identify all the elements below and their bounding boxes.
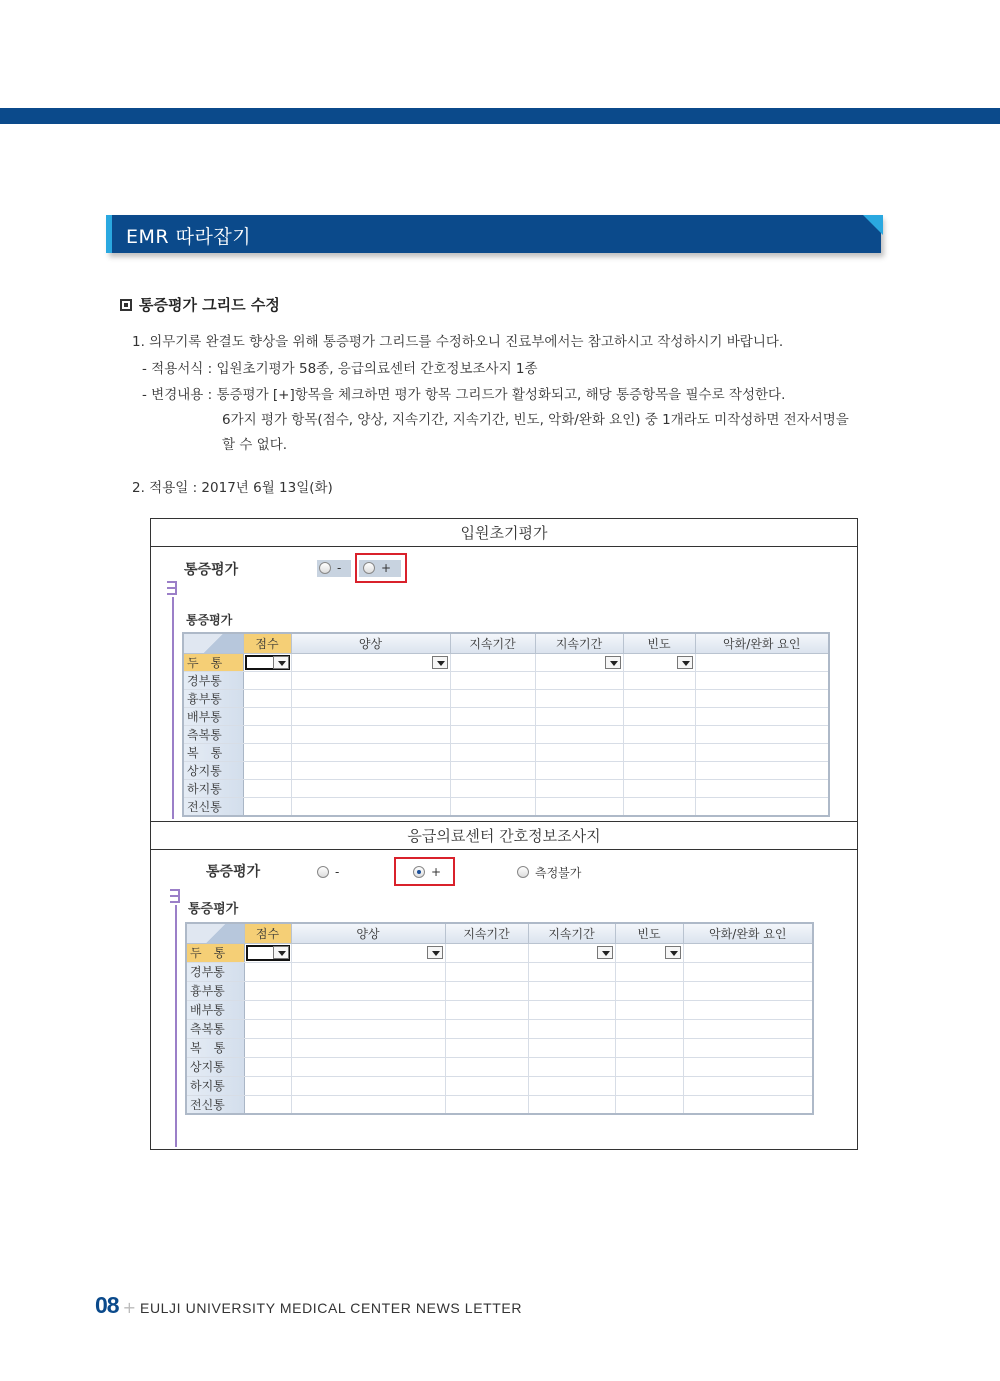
grid-cell[interactable] [291,1076,445,1095]
grid-cell[interactable] [528,943,615,962]
grid-row [186,962,813,981]
paragraph-4: 6가지 평가 항목(점수, 양상, 지속기간, 지속기간, 빈도, 악화/완화 요인) 중 1개라도 미작성하면 전자서명을 [222,412,849,428]
grid-cell[interactable] [291,797,450,816]
grid-row-header: 경부통 [183,671,243,689]
grid-corner [183,633,243,653]
grid-row-header: 하지통 [186,1076,244,1095]
dropdown-arrow-icon[interactable] [427,946,443,959]
grid-cell[interactable] [291,761,450,779]
grid-row-header: 흉부통 [186,981,244,1000]
panel1-pain-grid [182,632,830,817]
top-color-band [0,108,1000,124]
grid-cell[interactable] [445,1057,528,1076]
grid-cell[interactable] [695,653,829,671]
grid-cell[interactable] [244,1038,291,1057]
panel2-radio-unable[interactable] [517,863,581,881]
grid-column-header: 악화/완화 요인 [695,633,829,653]
grid-cell[interactable] [535,779,623,797]
paragraph-3: - 변경내용 : 통증평가 [+]항목을 체크하면 평가 항목 그리드가 활성화되고, 해당 통증항목을 필수로 작성한다. [142,387,786,403]
grid-row-header: 배부통 [186,1000,244,1019]
grid-row [186,1019,813,1038]
radio-icon [517,866,529,878]
grid-cell[interactable] [528,1057,615,1076]
grid-cell[interactable] [450,653,535,671]
grid-cell[interactable] [243,797,291,816]
panel2-radio-minus-label: - [335,865,340,879]
grid-cell[interactable] [695,779,829,797]
grid-row [183,707,829,725]
grid-column-header: 지속기간 [445,923,528,943]
grid-cell[interactable] [450,689,535,707]
dropdown-arrow-icon[interactable] [665,946,681,959]
grid-cell[interactable] [615,962,683,981]
grid-cell[interactable] [291,707,450,725]
grid-row-header: 복 통 [186,1038,244,1057]
grid-cell[interactable] [695,707,829,725]
grid-cell[interactable] [445,962,528,981]
grid-cell[interactable] [291,981,445,1000]
grid-row [183,725,829,743]
grid-cell[interactable] [683,962,813,981]
grid-cell[interactable] [445,1019,528,1038]
grid-column-header: 지속기간 [450,633,535,653]
panel2-pain-label: 통증평가 [206,864,261,880]
grid-cell[interactable] [695,761,829,779]
grid-cell[interactable] [243,653,291,671]
grid-cell[interactable] [243,779,291,797]
grid-cell[interactable] [445,943,528,962]
grid-cell[interactable] [291,1057,445,1076]
grid-cell[interactable] [615,1076,683,1095]
grid-row [186,1038,813,1057]
grid-cell[interactable] [291,725,450,743]
grid-column-header: 점수 [244,923,291,943]
section-header-corner [863,215,883,235]
grid-cell[interactable] [291,1038,445,1057]
grid-cell[interactable] [244,1095,291,1114]
panel2-highlight-box [394,857,455,886]
grid-cell[interactable] [623,797,695,816]
grid-cell[interactable] [244,1076,291,1095]
radio-icon [319,562,331,574]
section-title: EMR 따라잡기 [126,226,252,248]
grid-cell[interactable] [244,962,291,981]
grid-row-header: 복 통 [183,743,243,761]
grid-cell[interactable] [244,981,291,1000]
grid-column-header: 빈도 [615,923,683,943]
dropdown-arrow-icon[interactable] [677,656,693,669]
grid-cell[interactable] [615,981,683,1000]
dropdown-arrow-icon[interactable] [597,946,613,959]
grid-cell[interactable] [450,797,535,816]
grid-row-header: 두 통 [186,943,244,962]
dropdown-arrow-icon[interactable] [273,656,289,669]
panel1-tree-line [172,597,174,819]
grid-cell[interactable] [244,1000,291,1019]
grid-cell[interactable] [623,653,695,671]
grid-cell[interactable] [528,1076,615,1095]
grid-cell[interactable] [291,943,445,962]
grid-row-header: 흉부통 [183,689,243,707]
grid-cell[interactable] [528,962,615,981]
grid-cell[interactable] [450,761,535,779]
grid-cell[interactable] [683,1038,813,1057]
grid-row-header: 전신통 [186,1095,244,1114]
grid-cell[interactable] [623,743,695,761]
grid-column-header: 악화/완화 요인 [683,923,813,943]
grid-row-header: 배부통 [183,707,243,725]
paragraph-6: 2. 적용일 : 2017년 6월 13일(화) [132,480,333,496]
grid-cell[interactable] [683,943,813,962]
grid-cell[interactable] [535,689,623,707]
grid-cell[interactable] [528,1019,615,1038]
grid-row [186,1095,813,1114]
panel2-radio-unable-label: 측정불가 [535,865,582,880]
dropdown-arrow-icon[interactable] [273,946,289,959]
panel2-radio-minus[interactable] [317,863,339,881]
panel1-radio-plus-label: + [381,561,392,575]
grid-row [183,653,829,671]
grid-column-header: 지속기간 [535,633,623,653]
grid-cell[interactable] [535,797,623,816]
footer-plus: + [122,1298,136,1317]
grid-cell[interactable] [695,743,829,761]
grid-row-header: 하지통 [183,779,243,797]
grid-cell[interactable] [244,943,291,962]
grid-row [186,981,813,1000]
radio-icon [317,866,329,878]
grid-cell[interactable] [528,1000,615,1019]
grid-row-header: 두 통 [183,653,243,671]
grid-cell[interactable] [291,1000,445,1019]
grid-cell[interactable] [535,743,623,761]
grid-row-header: 측복통 [186,1019,244,1038]
grid-cell[interactable] [695,725,829,743]
grid-row [183,671,829,689]
grid-cell[interactable] [244,1057,291,1076]
grid-column-header: 점수 [243,633,291,653]
grid-row-header: 측복통 [183,725,243,743]
grid-cell[interactable] [623,689,695,707]
grid-cell[interactable] [528,981,615,1000]
grid-row [183,797,829,816]
grid-cell[interactable] [535,653,623,671]
grid-cell[interactable] [683,981,813,1000]
grid-cell[interactable] [615,943,683,962]
grid-column-header: 빈도 [623,633,695,653]
grid-cell[interactable] [615,1038,683,1057]
grid-cell[interactable] [291,671,450,689]
grid-cell[interactable] [243,689,291,707]
grid-cell[interactable] [623,779,695,797]
panel1-grid-label: 통증평가 [186,613,233,627]
newsletter-name: EULJI UNIVERSITY MEDICAL CENTER NEWS LETTER [140,1300,523,1316]
grid-column-header: 양상 [291,923,445,943]
grid-row [183,743,829,761]
grid-cell[interactable] [450,743,535,761]
grid-row [183,779,829,797]
panel1-radio-minus[interactable] [319,559,341,577]
grid-cell[interactable] [623,761,695,779]
grid-row [186,1076,813,1095]
grid-column-header: 지속기간 [528,923,615,943]
paragraph-5: 할 수 없다. [222,437,288,453]
grid-cell[interactable] [683,1076,813,1095]
grid-corner [186,923,244,943]
article-heading [120,294,280,315]
grid-row [183,689,829,707]
dropdown-arrow-icon[interactable] [605,656,621,669]
grid-cell[interactable] [291,1019,445,1038]
panel1-radio-minus-label: - [337,561,342,575]
panel2-grid-label: 통증평가 [188,902,239,917]
panel2-tree-line [175,905,177,1147]
section-header-accent [106,215,112,253]
grid-cell[interactable] [535,725,623,743]
grid-cell[interactable] [450,725,535,743]
grid-cell[interactable] [291,1095,445,1114]
grid-row-header: 상지통 [186,1057,244,1076]
grid-cell[interactable] [291,653,450,671]
page-number: 08 [95,1292,119,1318]
grid-cell[interactable] [445,1095,528,1114]
panel1-tree-bracket-icon [167,581,177,595]
grid-cell[interactable] [243,707,291,725]
grid-cell[interactable] [535,761,623,779]
grid-cell[interactable] [291,743,450,761]
grid-cell[interactable] [695,671,829,689]
grid-cell[interactable] [623,725,695,743]
grid-cell[interactable] [445,981,528,1000]
grid-cell[interactable] [683,1019,813,1038]
grid-cell[interactable] [450,779,535,797]
panel2-radio-plus-label: + [431,865,442,879]
grid-cell[interactable] [445,1000,528,1019]
figure-screenshots [150,518,858,1150]
grid-cell[interactable] [623,707,695,725]
panel2-tree-bracket-icon [170,889,180,903]
page-footer [95,1292,522,1319]
grid-cell[interactable] [683,1000,813,1019]
grid-row-header: 경부통 [186,962,244,981]
grid-cell[interactable] [683,1095,813,1114]
grid-cell[interactable] [243,761,291,779]
grid-row-header: 상지통 [183,761,243,779]
grid-row [186,1000,813,1019]
grid-cell[interactable] [243,725,291,743]
article-heading-text: 통증평가 그리드 수정 [139,296,280,314]
grid-cell[interactable] [695,689,829,707]
grid-row-header: 전신통 [183,797,243,816]
panel1-title: 입원초기평가 [151,519,857,547]
grid-row [186,1057,813,1076]
grid-cell[interactable] [623,671,695,689]
grid-cell[interactable] [615,1057,683,1076]
grid-cell[interactable] [291,689,450,707]
grid-cell[interactable] [445,1076,528,1095]
grid-cell[interactable] [291,962,445,981]
grid-row [183,761,829,779]
grid-cell[interactable] [683,1057,813,1076]
grid-row [186,943,813,962]
grid-cell[interactable] [528,1095,615,1114]
grid-cell[interactable] [450,707,535,725]
grid-cell[interactable] [528,1038,615,1057]
panel2-pain-grid [185,922,814,1115]
grid-cell[interactable] [291,779,450,797]
panel1-highlight-box [355,553,407,583]
grid-cell[interactable] [615,1000,683,1019]
grid-cell[interactable] [535,671,623,689]
grid-cell[interactable] [615,1019,683,1038]
paragraph-1: 1. 의무기록 완결도 향상을 위해 통증평가 그리드를 수정하오니 진료부에서는 참고하시고 작성하시기 바랍니다. [132,334,784,350]
grid-cell[interactable] [243,743,291,761]
dropdown-arrow-icon[interactable] [432,656,448,669]
grid-cell[interactable] [615,1095,683,1114]
paragraph-2: - 적용서식 : 입원초기평가 58종, 응급의료센터 간호정보조사지 1종 [142,361,538,377]
grid-cell[interactable] [243,671,291,689]
grid-cell[interactable] [445,1038,528,1057]
grid-column-header: 양상 [291,633,450,653]
section-header [106,215,881,253]
grid-cell[interactable] [695,797,829,816]
square-bullet-icon [120,299,132,311]
panel1-pain-label: 통증평가 [184,562,239,578]
panel2-title: 응급의료센터 간호정보조사지 [151,822,857,850]
grid-cell[interactable] [244,1019,291,1038]
grid-cell[interactable] [450,671,535,689]
grid-cell[interactable] [535,707,623,725]
